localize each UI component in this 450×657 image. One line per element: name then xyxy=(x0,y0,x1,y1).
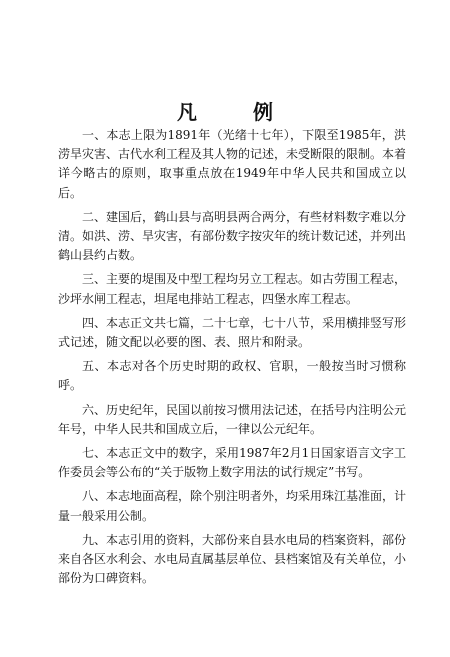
paragraph-4: 四、本志正文共七篇，二十七章，七十八节，采用横排竖写形式记述，随文配以必要的图、表、照片和附录。 xyxy=(58,315,407,350)
body-text xyxy=(58,126,406,593)
page-title: 凡 例 xyxy=(177,100,291,124)
paragraph-1: 一、本志上限为1891年（光绪十七年），下限至1985年，洪涝旱灾害、古代水利工程及其人物的记述，未受断限的限制。本着详今略古的原则，取事重点放在1949年中华人民共和国成立以后。 xyxy=(58,128,407,200)
paragraph-7: 七、本志正文中的数字，采用1987年2月1日国家语言文字工作委员会等公布的“关于版物上数字用法的试行规定”书写。 xyxy=(58,446,406,480)
paragraph-9: 九、本志引用的资料，大部份来自县水电局的档案资料，部份来自各区水利会、水电局直属基层单位、县档案馆及有关单位，小部份为口碑资料。 xyxy=(58,532,407,586)
paragraph-2: 二、建国后，鹤山县与高明县两合两分，有些材料数字难以分清。如洪、涝、旱灾害，有部份数字按灾年的统计数记述，并列出鹤山县约占数。 xyxy=(58,209,407,263)
paragraph-3: 三、主要的堤围及中型工程均另立工程志。如古劳围工程志，沙坪水闸工程志，坦尾电排站工程志，四堡水库工程志。 xyxy=(58,272,407,306)
paragraph-6: 六、历史纪年，民国以前按习惯用法记述，在括号内注明公元年号，中华人民共和国成立后，一律以公元纪年。 xyxy=(58,402,407,436)
paragraph-8: 八、本志地面高程，除个别注明者外，均采用珠江基准面，计量一般采用公制。 xyxy=(58,489,407,523)
paragraph-5: 五、本志对各个历史时期的政权、官职，一般按当时习惯称呼。 xyxy=(58,359,406,393)
